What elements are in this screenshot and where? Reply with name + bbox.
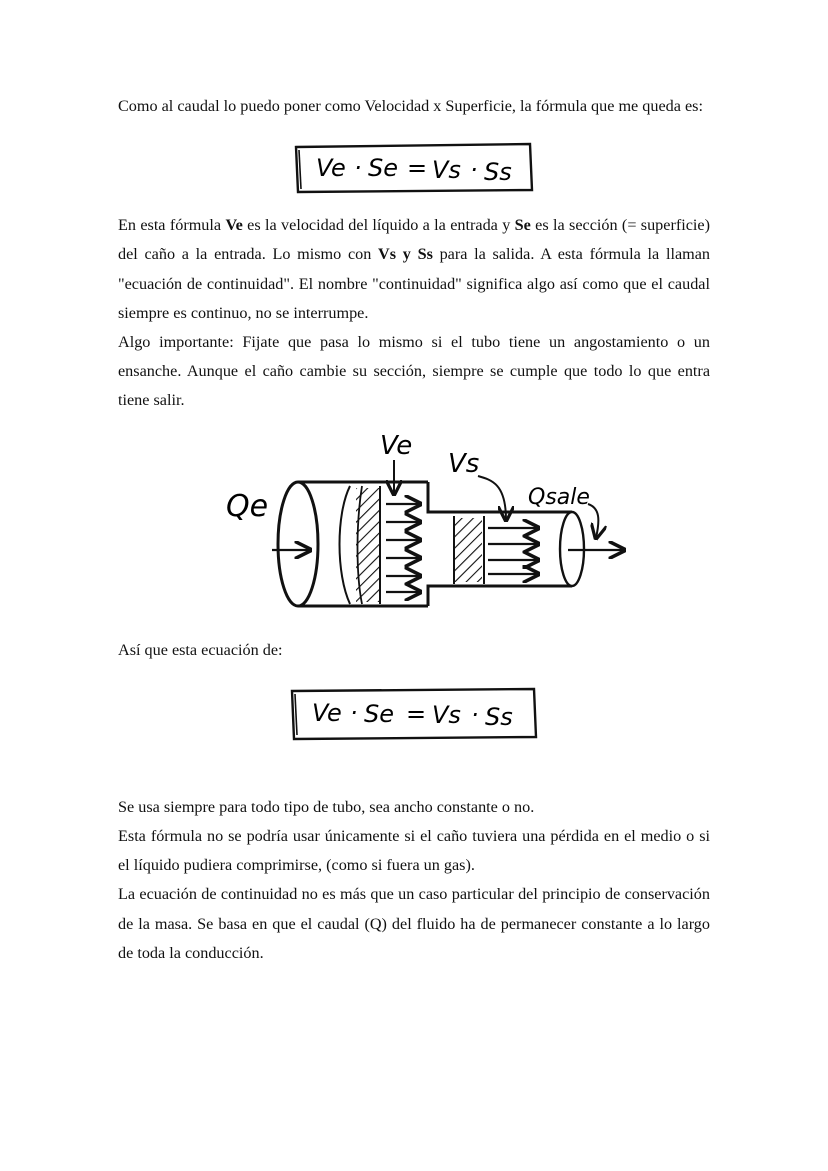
formula-ve: Ve	[312, 698, 342, 727]
formula-dot-1: ·	[350, 698, 358, 727]
so-paragraph: Así que esta ecuación de:	[118, 640, 283, 659]
formula-dot-1: ·	[354, 154, 362, 183]
pipe-flow-diagram	[216, 424, 632, 620]
formula-equals: =	[406, 699, 427, 728]
formula-se: Se	[368, 154, 398, 183]
formula-ss: Ss	[484, 158, 512, 187]
p2-se-bold: Se	[514, 216, 531, 235]
p2-ve-bold: Ve	[225, 216, 243, 235]
continuity-formula-top	[292, 141, 536, 195]
formula-dot-2: ·	[471, 700, 479, 729]
important-paragraph: Algo importante: Fijate que pasa lo mismo si el tubo tiene un angostamiento o un ensanche. Aunque el caño cambie su sección, siempre se cumple que todo lo que entra tiene salir.	[118, 333, 710, 410]
formula-ve: Ve	[316, 154, 346, 183]
label-qsale: Qsale	[528, 484, 590, 510]
formula-vs: Vs	[432, 700, 461, 729]
p2-text-a: En esta fórmula	[118, 216, 226, 235]
formula-vs: Vs	[432, 156, 461, 185]
label-qe: Qe	[226, 488, 269, 524]
intro-paragraph: Como al caudal lo puedo poner como Velocidad x Superficie, la fórmula que me queda es:	[118, 97, 703, 115]
p2-text-d: para la salida. A esta fórmula la llaman "ecuación de continuidad". El nombre "continuidad" significa algo así como que el caudal siempre es continuo, no se interrumpe.	[118, 245, 710, 322]
p2-vs-ss-bold: Vs y Ss	[378, 245, 433, 264]
document-page	[118, 92, 710, 968]
p2-text-b: es la velocidad del líquido a la entrada y	[242, 216, 515, 235]
limitation-paragraph: Esta fórmula no se podría usar únicamente si el caño tuviera una pérdida en el medio o si el líquido pudiera comprimirse, (como si fuera un gas).	[118, 827, 710, 875]
formula-explanation-paragraph	[118, 211, 710, 328]
formula-equals: =	[407, 154, 428, 183]
label-vs: Vs	[448, 448, 480, 479]
usage-paragraph: Se usa siempre para todo tipo de tubo, sea ancho constante o no.	[118, 797, 535, 816]
continuity-formula-bottom	[288, 685, 540, 743]
formula-dot-2: ·	[470, 156, 478, 185]
mass-conservation-paragraph: La ecuación de continuidad no es más que un caso particular del principio de conservación de la masa. Se basa en que el caudal (Q) del fluido ha de permanecer constante a lo largo de toda la conducción.	[118, 885, 710, 962]
label-ve: Ve	[380, 430, 413, 461]
formula-se: Se	[364, 699, 394, 728]
p2-text-c: es la sección (= superficie) del caño a la entrada. Lo mismo con	[118, 216, 711, 264]
formula-ss: Ss	[485, 702, 513, 731]
